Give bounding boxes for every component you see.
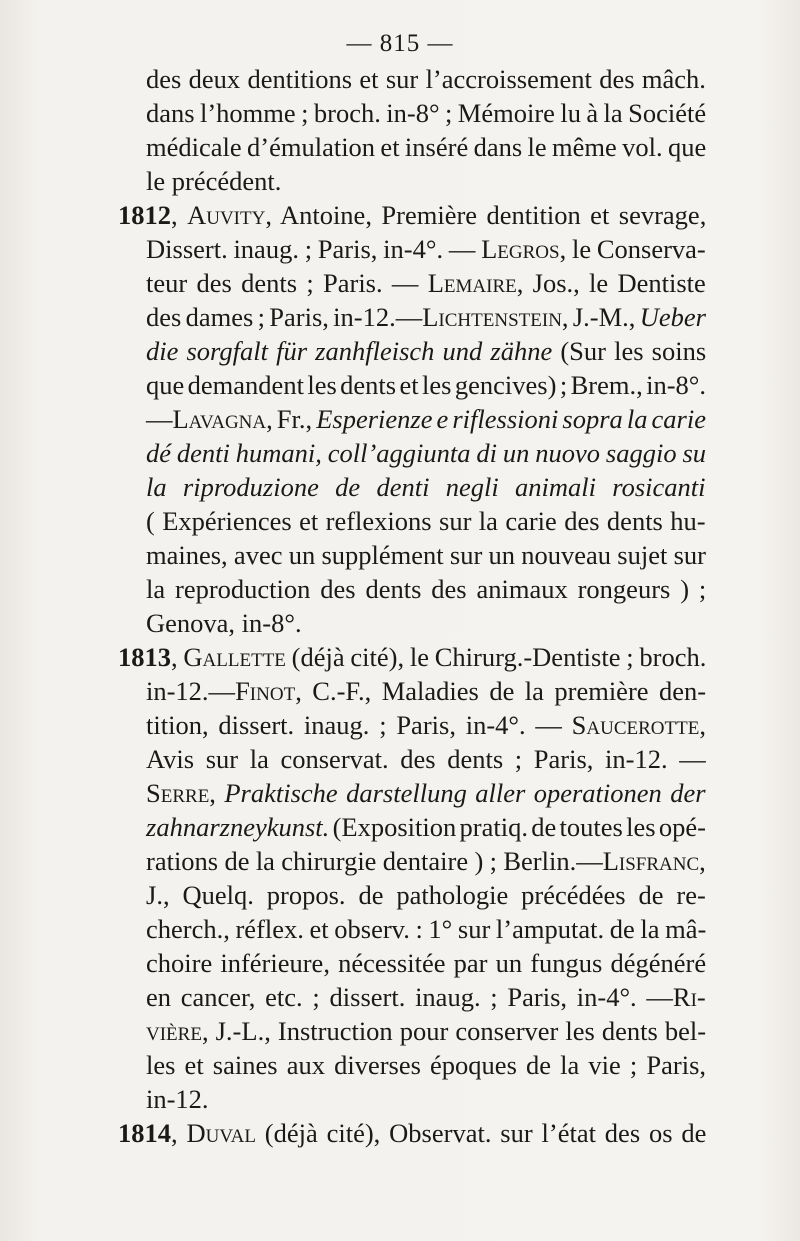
text-segment: médicale d’émulation et inséré dans le même vol. que [146,132,707,162]
text-line [146,402,706,436]
text-segment: Saucerotte [571,710,700,740]
text-segment: , [171,1118,187,1148]
text-segment: , [699,846,706,876]
text-segment: que demandent les dents et les gencives) ; Brem., in-8°. [146,370,707,400]
text-line [146,232,706,266]
text-line [146,1082,209,1116]
text-segment: 1812 [118,200,171,230]
text-segment: Gallette [183,642,286,672]
text-segment: ( Expériences et reflexions sur la carie des dents hu- [146,506,706,536]
text-segment: teur des dents ; Paris. — [146,268,428,298]
text-segment: des dames ; Paris, in-12.— [146,302,423,332]
text-segment: Avis sur la conservat. des dents ; Paris, in-12. — [146,744,706,774]
text-line [146,368,706,402]
text-segment: Praktische darstellung aller operationen der [224,778,706,808]
text-segment: le précédent. [146,166,282,196]
text-segment: Auvity [187,200,266,230]
text-segment: choire inférieure, nécessitée par un fungus dégénéré [146,948,707,978]
text-line [146,674,706,708]
text-segment: dé denti humani, coll’aggiunta di un nuovo saggio su [146,438,707,468]
text-segment: vière [146,1016,202,1046]
text-line [146,96,706,130]
text-segment: Esperienze e riflessioni sopra la carie [316,404,706,434]
text-line [146,504,706,538]
text-line [146,606,302,640]
text-line [146,1048,706,1082]
text-segment: , [699,710,706,740]
text-line [146,334,706,368]
text-line [146,1014,706,1048]
text-segment: Dissert. inaug. ; Paris, in-4°. — [146,234,482,264]
text-segment: maines, avec un supplément sur un nouveau sujet sur [146,540,706,570]
text-segment: tition, dissert. inaug. ; Paris, in-4°. — [146,710,572,740]
text-line [146,844,706,878]
text-segment: Serre [146,778,210,808]
text-segment: , Jos., le Dentiste [516,268,706,298]
text-line [146,266,706,300]
text-segment: des deux dentitions et sur l’accroissement des mâch. [146,64,706,94]
text-segment: Lemaire [427,268,517,298]
text-segment: Duval [186,1118,256,1148]
text-segment: Genova, in-8°. [146,608,302,638]
text-line [146,912,706,946]
text-segment: cherch., réflex. et observ. : 1° sur l’amputat. de la mâ- [146,914,707,944]
text-line [118,1116,706,1150]
text-segment: , Fr., [266,404,317,434]
text-segment: J., Quelq. propos. de pathologie précédées de re- [146,880,706,910]
text-line [146,130,706,164]
text-line [146,742,706,776]
text-segment: Lichtenstein [422,302,562,332]
text-segment: , Antoine, Première dentition et sevrage, [265,200,707,230]
text-line [146,62,706,96]
page-number: — 815 — [346,30,454,57]
text-segment: Lavagna [172,404,267,434]
text-segment: dans l’homme ; broch. in-8° ; Mémoire lu à la Société [146,98,707,128]
text-segment: Ueber [639,302,706,332]
text-line [118,640,706,674]
text-segment: la riproduzione de denti negli animali rosicanti [146,472,706,502]
text-segment: — [146,404,173,434]
text-line [146,946,706,980]
text-segment: rations de la chirurgie dentaire ) ; Berlin.— [146,846,603,876]
text-segment: (Exposition pratiq. de toutes les opé- [329,812,706,842]
text-line [146,572,706,606]
text-segment: , le Conserva- [559,234,706,264]
text-line [146,878,706,912]
text-segment: Ri- [672,982,706,1012]
text-line [146,776,706,810]
text-segment: , J.-M., [561,302,640,332]
text-segment: , C.-F., Maladies de la première den- [295,676,707,706]
text-segment: in-12.— [146,676,236,706]
text-segment: , J.-L., Instruction pour conserver les dents bel- [201,1016,707,1046]
text-segment: la reproduction des dents des animaux rongeurs ) ; [146,574,707,604]
text-line [118,198,706,232]
text-segment: (Sur les soins [552,336,707,366]
text-line [146,708,706,742]
text-segment: Finot [235,676,296,706]
text-segment: (déjà cité), Observat. sur l’état des os de [255,1118,707,1148]
text-line [146,538,706,572]
text-segment: (déjà cité), le Chirurg.-Dentiste ; broch. [285,642,707,672]
text-segment: , [171,200,188,230]
text-segment: les et saines aux diverses époques de la vie ; Paris, [146,1050,707,1080]
text-segment: Lisfranc [602,846,700,876]
text-line [146,810,706,844]
text-line [146,980,706,1014]
text-segment: 1814 [118,1118,171,1148]
text-line [146,164,281,198]
text-segment: en cancer, etc. ; dissert. inaug. ; Paris, in-4°. — [146,982,673,1012]
text-line [146,300,706,334]
text-segment: , [171,642,184,672]
text-segment: Legros [481,234,560,264]
text-line [146,470,706,504]
text-segment: die sorgfalt für zanhfleisch und zähne [146,336,553,366]
text-segment: , [209,778,225,808]
text-line [146,436,706,470]
text-segment: in-12. [146,1084,209,1114]
text-segment: zahnarzneykunst. [146,812,330,842]
text-segment: 1813 [118,642,171,672]
